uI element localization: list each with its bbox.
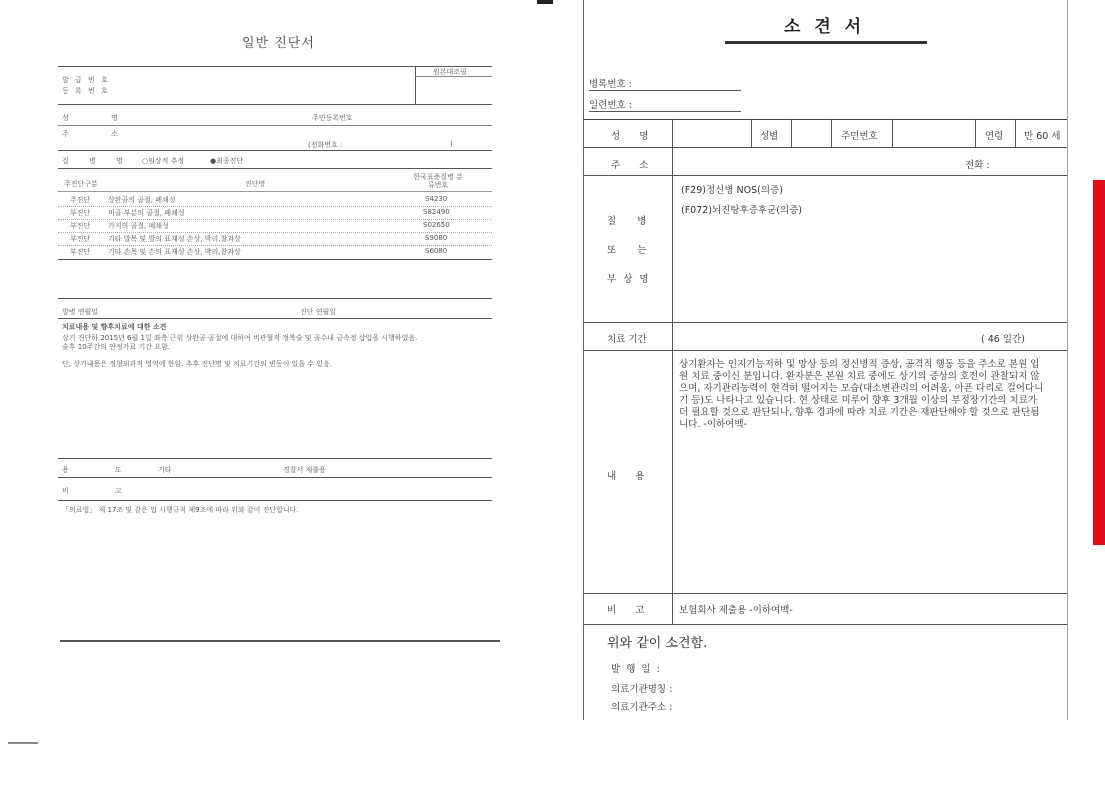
purpose-extra: 경찰서 제출용	[283, 466, 326, 474]
onset-label: 발병 연월일	[62, 308, 99, 316]
institution-address-label: 의료기관주소 :	[611, 702, 673, 713]
statement: 위와 같이 소견함.	[607, 636, 708, 651]
disease-label: 부 상 명	[607, 274, 649, 285]
phone-close: )	[450, 140, 453, 148]
name-label: 성 명	[62, 114, 118, 122]
period-value: ( 46 일간)	[981, 334, 1025, 345]
footer-text: 「의료법」 제 17조 및 같은 법 시행규칙 제9조에 따라 위와 같이 진단합니다.	[62, 506, 299, 514]
address-label: 주 소	[611, 160, 649, 171]
purpose-label: 용 도	[62, 466, 122, 474]
treatment-title: 치료내용 및 향후치료에 대한 소견	[62, 323, 167, 331]
phone-label: 전화 :	[965, 160, 990, 171]
diagnosis-name: 가지의 골절, 폐쇄성	[108, 222, 169, 230]
scan-edge-mark	[8, 742, 38, 744]
content-line: 으며, 자기관리능력이 현격히 떨어지는 모습(대소변관리의 어려움, 아픈 다리로 걸어다니	[679, 383, 1044, 394]
diagnosis-code: S02650	[423, 221, 450, 229]
diagnosis-code: S9080	[425, 234, 448, 242]
content-line: 더 필요할 것으로 판단되나, 향후 경과에 따라 치료 기간은 재판단해야 할 것으로 판단됨	[679, 407, 1040, 418]
treatment-line: 술후 10주간의 안정가료 기간 요함.	[62, 343, 170, 351]
diagnosis-type: 주진단	[70, 196, 91, 204]
content-label: 내 용	[607, 471, 645, 482]
scan-edge-mark	[537, 0, 553, 4]
disease-label: 또 는	[607, 245, 647, 256]
diagnosis-type: 부진단	[70, 235, 91, 243]
page-title: 소 견 서	[784, 17, 866, 37]
resident-label: 주민번호	[841, 131, 878, 142]
content-line: 기 등)도 나타나고 있습니다. 현 상태로 미루어 향후 3개월 이상의 부정장기간의 치료가	[679, 395, 1038, 406]
disease-label: 질 병	[607, 216, 647, 227]
page-title: 일반 진단서	[242, 36, 315, 51]
age-label: 연령	[985, 131, 1004, 142]
treatment-line: 단, 상기내용은 정형외과적 영역에 한함. 추후 진단명 및 치료기간의 변동이 있을 수 있음.	[62, 360, 333, 368]
phone-label: (전화번호 :	[308, 141, 343, 149]
remarks-label: 비 고	[607, 605, 645, 616]
diagnosis-item: (F072)뇌진탕후증후군(의증)	[681, 205, 803, 216]
diagnosis-code: S6080	[425, 247, 448, 255]
ward-number-label: 병록번호 :	[589, 79, 632, 90]
diag-header-type: 주진단구분	[64, 180, 98, 188]
diagnosis-type: 부진단	[70, 222, 91, 230]
diagnosis-code: S82490	[423, 208, 450, 216]
resident-number-label: 주민등록번호	[312, 114, 353, 122]
content-line: 원 치료 중이신 분입니다. 환자분은 본원 치료 중에도 상기의 증상의 호전이 관찰되지 않	[679, 371, 1040, 382]
remarks-label: 비 고	[62, 487, 122, 495]
remarks-value: 보험회사 제출용 -이하여백-	[679, 605, 793, 616]
institution-name-label: 의료기관명칭 :	[611, 684, 673, 695]
right-document	[555, 0, 1105, 791]
diag-header-name: 진단명	[245, 180, 266, 188]
diag-header-code: 한국표준질병 분류번호	[413, 173, 463, 189]
period-label: 치료 기간	[607, 334, 647, 345]
treatment-line: 상기 진단하 2015년 6월 1일 좌측 근위 상완골 골절에 대하여 비관혈적 정복술 및 골수내 금속정 삽입을 시행하였음.	[62, 334, 418, 342]
age-value: 만 60 세	[1024, 131, 1061, 142]
issue-date-label: 발 행 일 :	[611, 664, 660, 675]
address-label: 주 소	[62, 130, 118, 138]
disease-label: 질 병 명	[62, 157, 123, 165]
option-final: ●최종진단	[210, 157, 244, 165]
purpose-value: 기타	[158, 466, 172, 474]
red-margin-bar	[1093, 180, 1105, 545]
content-line: 상기환자는 인지기능저하 및 망상 등의 정신병적 증상, 공격적 행동 등을 주소로 본원 입	[679, 359, 1040, 370]
diagnosis-type: 부진단	[70, 209, 91, 217]
name-label: 성 명	[611, 131, 649, 142]
diagnosis-item: (F29)정신병 NOS(의증)	[681, 185, 783, 196]
diagnosis-type: 부진단	[70, 248, 91, 256]
option-clinical: ○임상적 추정	[142, 157, 185, 165]
issue-number-label: 발 급 번 호	[62, 76, 110, 84]
diagnosis-name: 기타 발목 및 발의 표재성 손상, 박리,찰과상	[108, 235, 241, 243]
diagnosis-name: 비골 부분의 골절, 폐쇄성	[108, 209, 185, 217]
sex-label: 성별	[760, 131, 779, 142]
registration-number-label: 등 록 번 호	[62, 87, 110, 95]
diag-date-label: 진단 연월일	[300, 308, 337, 316]
serial-number-label: 일련번호 :	[589, 100, 632, 111]
diagnosis-name: 기타 손목 및 손의 표재성 손상, 박리,찰과상	[108, 248, 241, 256]
diagnosis-code: S4230	[425, 195, 448, 203]
original-stamp-label: 원본대조필	[433, 68, 467, 76]
diagnosis-name: 상완골의 골절, 폐쇄성	[108, 196, 176, 204]
content-line: 니다. -이하여백-	[679, 419, 747, 430]
